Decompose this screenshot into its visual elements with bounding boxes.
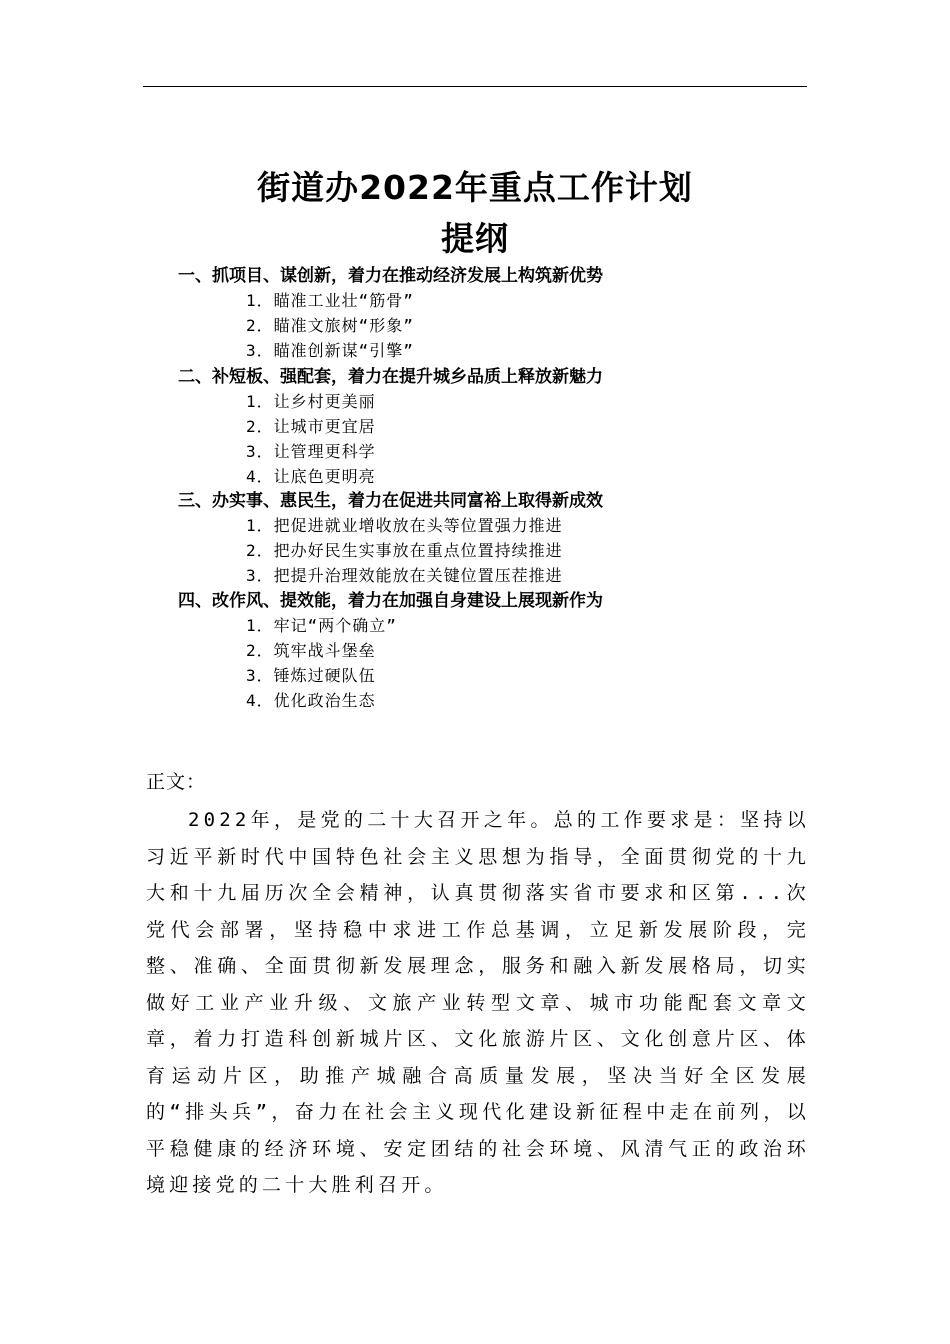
section-heading: 二、补短板、强配套，着力在提升城乡品质上释放新魅力	[178, 367, 603, 387]
document-title-line2: 提纲	[441, 219, 509, 258]
document-title: 街道办2022年重点工作计划	[257, 168, 693, 207]
outline-item: 3．让管理更科学	[246, 442, 376, 461]
outline-item: 4．优化政治生态	[246, 691, 376, 710]
outline-item: 3．锤炼过硬队伍	[246, 666, 376, 685]
outline-item: 2．把办好民生实事放在重点位置持续推进	[246, 541, 563, 560]
outline-item: 2．让城市更宜居	[246, 417, 376, 436]
outline-item: 1．瞄准工业壮“筋骨”	[246, 291, 414, 310]
outline-item: 1．牢记“两个确立”	[246, 616, 397, 635]
section-heading: 三、办实事、惠民生，着力在促进共同富裕上取得新成效	[178, 491, 603, 511]
outline-item: 3．瞄准创新谋“引擎”	[246, 341, 414, 360]
section-heading: 一、抓项目、谋创新，着力在推动经济发展上构筑新优势	[178, 266, 603, 286]
section-heading: 四、改作风、提效能，着力在加强自身建设上展现新作为	[178, 591, 603, 611]
outline-item: 4．让底色更明亮	[246, 467, 376, 486]
body-paragraph: 2022年，是党的二十大召开之年。总的工作要求是：坚持以习近平新时代中国特色社会主义思想为指导，全面贯彻党的十九大和十九届历次全会精神，认真贯彻落实省市要求和区第...次党代会部署，坚持稳中求进工作总基调，立足新发展阶段，完整、准确、全面贯彻新发展理念，服务和融入新发展格局，切实做好工业产业升级、文旅产业转型文章、城市功能配套文章文章，着力打造科创新城片区、文化旅游片区、文化创意片区、体育运动片区，助推产城融合高质量发展，坚决当好全区发展的“排头兵”，奋力在社会主义现代化建设新征程中走在前列，以平稳健康的经济环境、安定团结的社会环境、风清气正的政治环境迎接党的二十大胜利召开。	[146, 809, 810, 1196]
outline-item: 1．让乡村更美丽	[246, 392, 376, 411]
outline-item: 2．瞄准文旅树“形象”	[246, 316, 414, 335]
outline-item: 3．把提升治理效能放在关键位置压茬推进	[246, 566, 563, 585]
outline-item: 2．筑牢战斗堡垒	[246, 641, 376, 660]
outline-item: 1．把促进就业增收放在头等位置强力推进	[246, 516, 563, 535]
header-rule	[143, 86, 807, 87]
body-label: 正文：	[146, 771, 207, 793]
